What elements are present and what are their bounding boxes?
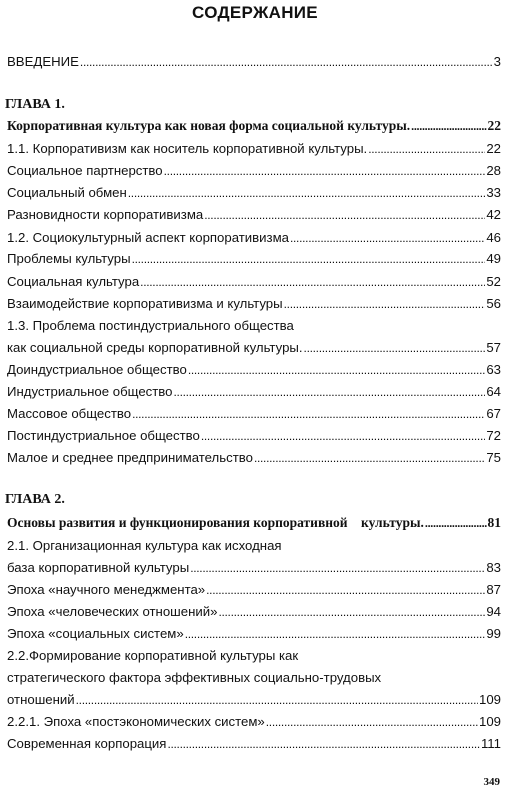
toc-page-number: 94 [486,604,501,619]
dot-leader [185,624,486,644]
toc-entry-text: 1.1. Корпоративизм как носитель корпоративной культуры. [7,141,368,156]
toc-entry-text: Массовое общество [7,406,132,421]
toc-page-number: 22 [486,141,501,156]
page-number: 349 [483,776,500,788]
toc-page-number: 28 [486,163,501,178]
toc-entry-text: Современная корпорация [7,736,167,751]
toc-entry[interactable] [7,294,501,314]
toc-entry-chapter-1-title[interactable] [7,116,501,136]
dot-leader [132,249,486,269]
chapter-1-heading: ГЛАВА 1. [5,97,65,112]
dot-leader [218,602,485,622]
dot-leader [188,360,486,380]
toc-entry[interactable] [7,404,501,424]
dot-leader [174,382,486,402]
toc-page-number: 56 [486,296,501,311]
toc-page-number: 109 [478,714,501,729]
toc-entry[interactable] [7,360,501,380]
toc-entry[interactable] [7,161,501,181]
toc-entry[interactable] [7,249,501,269]
toc-entry[interactable] [7,382,501,402]
dot-leader [204,205,485,225]
toc-entry-text: 2.2.1. Эпоха «постэкономических систем» [7,714,265,729]
toc-page-number: 99 [486,626,501,641]
dot-leader [167,734,480,754]
toc-page-number: 49 [486,251,501,266]
dot-leader [304,338,486,358]
page-title: СОДЕРЖАНИЕ [192,3,318,22]
toc-entry-text: база корпоративной культуры [7,560,190,575]
toc-page-number: 81 [487,515,501,530]
toc-entry-text: 1.3. Проблема постиндустриального общества [7,318,294,333]
toc-entry[interactable] [7,712,501,732]
toc-entry[interactable] [7,139,501,159]
dot-leader [290,228,485,248]
toc-entry[interactable] [7,690,501,710]
dot-leader [80,52,493,72]
dot-leader [76,690,478,710]
toc-entry-text: как социальной среды корпоративной культуры. [7,340,303,355]
toc-entry-text: Проблемы культуры [7,251,131,266]
toc-page-number: 87 [486,582,501,597]
toc-entry-intro[interactable] [7,52,501,72]
toc-entry-text: стратегического фактора эффективных социально-трудовых [7,670,382,685]
toc-page-number: 46 [486,230,501,245]
toc-page-number: 42 [486,207,501,222]
toc-entry[interactable] [7,602,501,622]
dot-leader [206,580,485,600]
toc-entry[interactable] [7,183,501,203]
dot-leader [411,116,486,136]
dot-leader [284,294,486,314]
toc-entry[interactable] [7,558,501,578]
toc-page-number: 72 [486,428,501,443]
toc-entry-chapter-2-title[interactable] [7,513,501,533]
toc-entry[interactable] [7,272,501,292]
toc-entry-text: Эпоха «научного менеджмента» [7,582,206,597]
toc-page-number: 64 [486,384,501,399]
toc-entry-text: отношений [7,692,75,707]
dot-leader [132,404,485,424]
dot-leader [128,183,486,203]
toc-entry-text: Основы развития и функционирования корпоративной культуры. [7,515,424,530]
toc-entry[interactable] [7,734,501,754]
toc-entry-text: 1.2. Социокультурный аспект корпоративизма [7,230,289,245]
dot-leader [190,558,485,578]
dot-leader [140,272,485,292]
toc-page-number: 67 [486,406,501,421]
toc-entry-text: Взаимодействие корпоративизма и культуры [7,296,283,311]
toc-entry-text: Социальный обмен [7,185,127,200]
toc-entry-text: Корпоративная культура как новая форма социальной культуры. [7,118,411,133]
toc-page-number: 22 [487,118,501,133]
toc-page-number: 75 [486,450,501,465]
dot-leader [266,712,478,732]
chapter-2-heading: ГЛАВА 2. [5,492,65,507]
dot-leader [254,448,485,468]
toc-entry-text: Социальная культура [7,274,140,289]
dot-leader [368,139,485,159]
toc-page-number: 63 [486,362,501,377]
toc-entry-text: Эпоха «социальных систем» [7,626,184,641]
toc-entry[interactable] [7,338,501,358]
toc-entry-text: Разновидности корпоративизма [7,207,204,222]
dot-leader [201,426,485,446]
toc-entry[interactable] [7,624,501,644]
toc-entry[interactable] [7,580,501,600]
toc-page-number: 111 [480,736,501,751]
toc-page-number: 52 [486,274,501,289]
dot-leader [425,513,487,533]
toc-page-number: 83 [486,560,501,575]
dot-leader [164,161,486,181]
toc-entry-text: ВВЕДЕНИЕ [7,54,79,69]
toc-page-number: 57 [486,340,501,355]
toc-entry-text: 2.2.Формирование корпоративной культуры как [7,648,299,663]
toc-entry[interactable] [7,448,501,468]
toc-entry[interactable] [7,228,501,248]
toc-entry-text: 2.1. Организационная культура как исходная [7,538,282,553]
toc-entry-text: Социальное партнерство [7,163,163,178]
toc-page-number: 3 [493,54,501,69]
toc-page-number: 33 [486,185,501,200]
toc-entry[interactable] [7,426,501,446]
toc-entry[interactable] [7,205,501,225]
toc-entry-text: Доиндустриальное общество [7,362,187,377]
toc-entry-text: Постиндустриальное общество [7,428,200,443]
toc-entry-text: Эпоха «человеческих отношений» [7,604,218,619]
toc-page-number: 109 [478,692,501,707]
toc-entry-text: Индустриальное общество [7,384,173,399]
toc-entry-text: Малое и среднее предпринимательство [7,450,253,465]
